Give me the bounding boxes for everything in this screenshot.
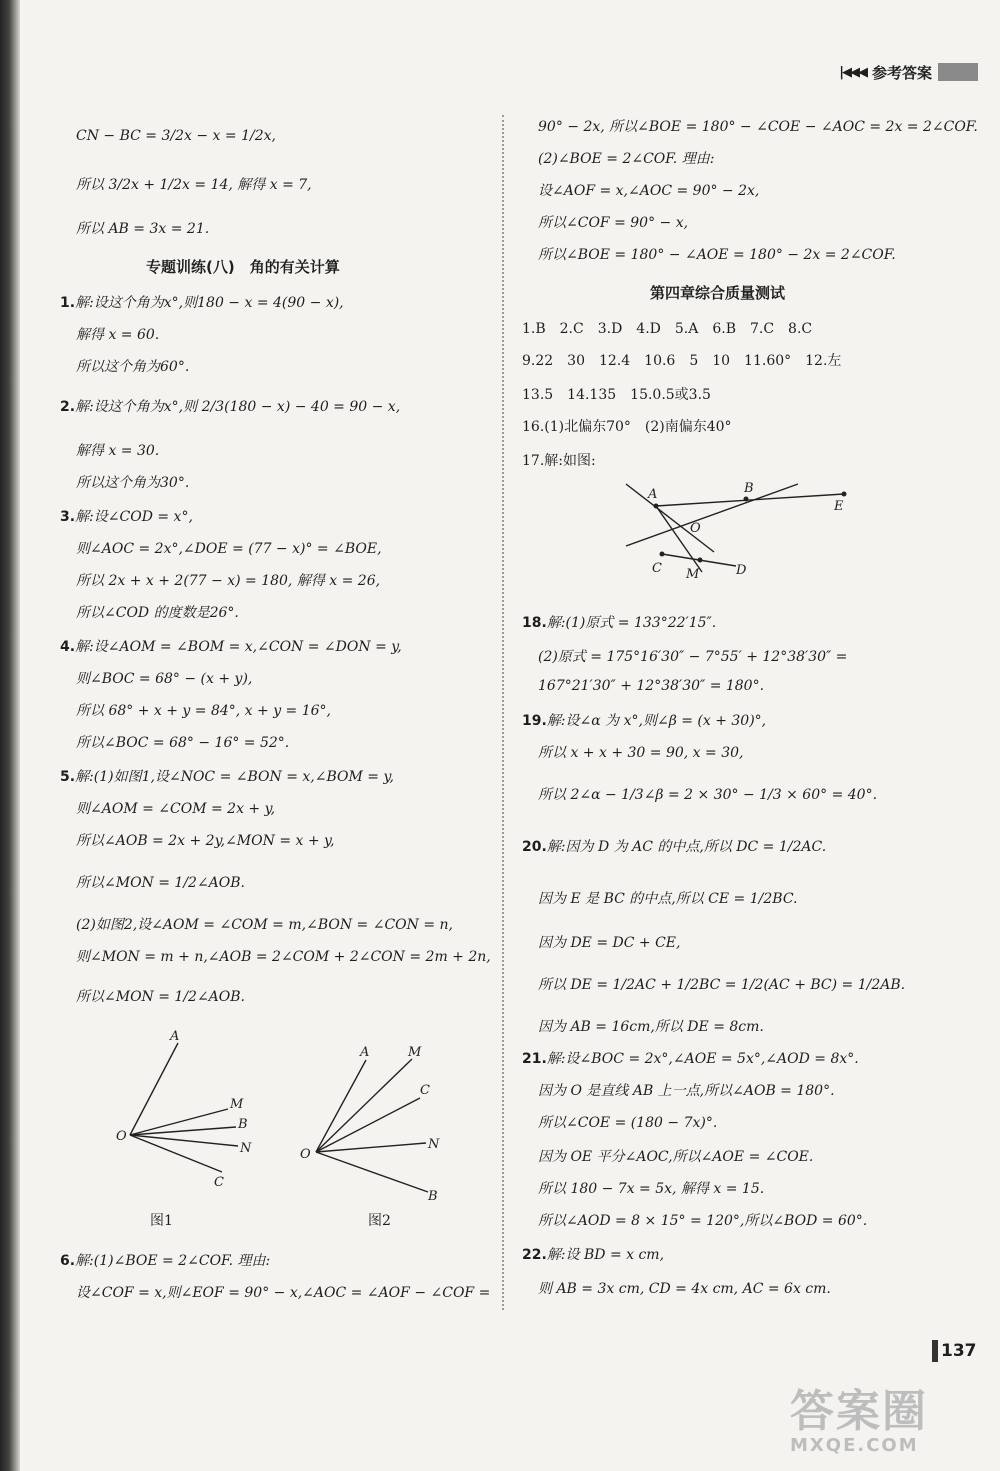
- text-line: 设∠AOF = x,∠AOC = 90° − 2x,: [538, 183, 760, 199]
- text-line: (2)∠BOE = 2∠COF. 理由:: [538, 151, 715, 167]
- problem-line: 所以 2x + x + 2(77 − x) = 180, 解得 x = 26,: [76, 573, 381, 589]
- problem-line: 167°21′30″ + 12°38′30″ = 180°.: [538, 678, 765, 694]
- problem-line: 则∠AOM = ∠COM = 2x + y,: [76, 801, 276, 817]
- problem-line: 6.解:(1)∠BOE = 2∠COF. 理由:: [60, 1253, 271, 1269]
- section-title: 第四章综合质量测试: [650, 284, 786, 302]
- point-label: A: [170, 1029, 180, 1044]
- problem-line: 19.解:设∠α 为 x°,则∠β = (x + 30)°,: [522, 713, 767, 729]
- problem-line: 所以 180 − 7x = 5x, 解得 x = 15.: [538, 1181, 765, 1197]
- point-label: O: [300, 1147, 311, 1162]
- problem-line: 所以∠AOB = 2x + 2y,∠MON = x + y,: [76, 833, 335, 849]
- problem-line: 4.解:设∠AOM = ∠BOM = x,∠CON = ∠DON = y,: [60, 639, 402, 655]
- problem-line: 18.解:(1)原式 = 133°22′15″.: [522, 615, 717, 631]
- problem-line: 1.解:设这个角为x°,则180 − x = 4(90 − x),: [60, 295, 344, 311]
- text-line: 所以∠COF = 90° − x,: [538, 215, 689, 231]
- text-line: 所以∠BOE = 180° − ∠AOE = 180° − 2x = 2∠COF.: [538, 247, 896, 263]
- text-line: 90° − 2x, 所以∠BOE = 180° − ∠COE − ∠AOC = 2x = 2∠COF.: [538, 119, 978, 135]
- text-line: 所以 3/2x + 1/2x = 14, 解得 x = 7,: [76, 177, 312, 193]
- problem-line: 因为 OE 平分∠AOC,所以∠AOE = ∠COE.: [538, 1149, 814, 1165]
- problem-line: 则∠MON = m + n,∠AOB = 2∠COM + 2∠CON = 2m + 2n,: [76, 949, 491, 965]
- problem-line: 2.解:设这个角为x°,则 2/3(180 − x) − 40 = 90 − x,: [60, 399, 401, 415]
- problem-line: 则∠AOC = 2x°,∠DOE = (77 − x)° = ∠BOE,: [76, 541, 382, 557]
- point-label: D: [736, 563, 747, 578]
- problem-line: 5.解:(1)如图1,设∠NOC = ∠BON = x,∠BOM = y,: [60, 769, 394, 785]
- figure-2-caption: 图2: [368, 1213, 391, 1229]
- point-label: O: [690, 521, 701, 536]
- header-bar: [938, 63, 978, 81]
- point-label: C: [652, 561, 662, 576]
- problem-line: 设∠COF = x,则∠EOF = 90° − x,∠AOC = ∠AOF − ∠COF =: [76, 1285, 491, 1301]
- problem-number: 1.: [60, 295, 76, 311]
- problem-line: 则 AB = 3x cm, CD = 4x cm, AC = 6x cm.: [538, 1281, 831, 1297]
- problem-number: 19.: [522, 713, 547, 729]
- problem-line: 3.解:设∠COD = x°,: [60, 509, 193, 525]
- problem-line: 所以∠MON = 1/2∠AOB.: [76, 875, 246, 891]
- problem-line: (2)原式 = 175°16′30″ − 7°55′ + 12°38′30″ =: [538, 649, 848, 665]
- point-label: N: [240, 1141, 252, 1156]
- problem-line: 所以 68° + x + y = 84°, x + y = 16°,: [76, 703, 332, 719]
- problem-line: 解得 x = 60.: [76, 327, 160, 343]
- text-line: CN − BC = 3/2x − x = 1/2x,: [76, 128, 276, 144]
- problem-number: 21.: [522, 1051, 547, 1067]
- answer-line: 16.(1)北偏东70° (2)南偏东40°: [522, 419, 732, 435]
- problem-number: 5.: [60, 769, 76, 785]
- problem-line: 22.解:设 BD = x cm,: [522, 1247, 665, 1263]
- text-line: 所以 AB = 3x = 21.: [76, 221, 210, 237]
- point-label: E: [834, 499, 844, 514]
- watermark-logo: 答案圈: [790, 1386, 928, 1437]
- point-label: M: [408, 1045, 422, 1060]
- problem-line: 因为 E 是 BC 的中点,所以 CE = 1/2BC.: [538, 891, 798, 907]
- problem-line: 所以∠COD 的度数是26°.: [76, 605, 239, 621]
- answer-line: 17.解:如图:: [522, 453, 596, 469]
- problem-line: 所以这个角为30°.: [76, 475, 190, 491]
- page-number-mark: [932, 1340, 938, 1362]
- problem-number: 3.: [60, 509, 76, 525]
- problem-line: 所以 DE = 1/2AC + 1/2BC = 1/2(AC + BC) = 1/2AB.: [538, 977, 906, 993]
- problem-line: 所以∠MON = 1/2∠AOB.: [76, 989, 246, 1005]
- page-number-text: 137: [941, 1341, 977, 1361]
- problem-line: 因为 DE = DC + CE,: [538, 935, 681, 951]
- problem-line: 所以∠BOC = 68° − 16° = 52°.: [76, 735, 290, 751]
- problem-line: 因为 O 是直线 AB 上一点,所以∠AOB = 180°.: [538, 1083, 835, 1099]
- problem-line: 所以 2∠α − 1/3∠β = 2 × 30° − 1/3 × 60° = 40°.: [538, 787, 878, 803]
- point-label: A: [360, 1045, 370, 1060]
- point-label: N: [428, 1137, 440, 1152]
- point-label: B: [744, 481, 754, 496]
- problem-line: 所以 x + x + 30 = 90, x = 30,: [538, 745, 744, 761]
- problem-line: 则∠BOC = 68° − (x + y),: [76, 671, 253, 687]
- section-title: 专题训练(八) 角的有关计算: [146, 258, 340, 276]
- problem-line: 所以这个角为60°.: [76, 359, 190, 375]
- problem-line: (2)如图2,设∠AOM = ∠COM = m,∠BON = ∠CON = n,: [76, 917, 453, 933]
- problem-number: 22.: [522, 1247, 547, 1263]
- header-label: 参考答案: [871, 63, 932, 82]
- figure-1: [116, 1029, 252, 1190]
- angle-figures: [110, 1028, 460, 1218]
- point-label: B: [238, 1117, 248, 1132]
- problem-number: 20.: [522, 839, 547, 855]
- watermark: [790, 1375, 995, 1465]
- figure-17: [618, 478, 858, 588]
- point-label: A: [648, 487, 658, 502]
- problem-line: 21.解:设∠BOC = 2x°,∠AOE = 5x°,∠AOD = 8x°.: [522, 1051, 859, 1067]
- problem-line: 20.解:因为 D 为 AC 的中点,所以 DC = 1/2AC.: [522, 839, 827, 855]
- problem-number: 4.: [60, 639, 76, 655]
- problem-line: 所以∠COE = (180 − 7x)°.: [538, 1115, 718, 1131]
- problem-line: 解得 x = 30.: [76, 443, 160, 459]
- point-label: O: [116, 1129, 127, 1144]
- answer-line: 1.B 2.C 3.D 4.D 5.A 6.B 7.C 8.C: [522, 321, 813, 337]
- page-number: [932, 1340, 977, 1362]
- watermark-url: MXQE.COM: [790, 1435, 919, 1456]
- page-header: [839, 60, 978, 84]
- book-spine-shadow: [0, 0, 20, 1471]
- figure-2: [300, 1045, 440, 1204]
- point-label: C: [420, 1083, 430, 1098]
- point-label: C: [214, 1175, 224, 1190]
- point-label: M: [230, 1097, 244, 1112]
- point-label: B: [428, 1189, 438, 1204]
- answer-line: 9.22 30 12.4 10.6 5 10 11.60° 12.左: [522, 353, 842, 369]
- answer-line: 13.5 14.135 15.0.5或3.5: [522, 387, 711, 403]
- problem-number: 6.: [60, 1253, 76, 1269]
- problem-line: 所以∠AOD = 8 × 15° = 120°,所以∠BOD = 60°.: [538, 1213, 868, 1229]
- problem-number: 18.: [522, 615, 547, 631]
- figure-1-caption: 图1: [150, 1213, 173, 1229]
- column-divider: [502, 115, 504, 1310]
- problem-line: 因为 AB = 16cm,所以 DE = 8cm.: [538, 1019, 764, 1035]
- problem-number: 2.: [60, 399, 76, 415]
- point-label: M: [686, 567, 700, 582]
- header-arrows-icon: |◀◀◀: [839, 64, 866, 80]
